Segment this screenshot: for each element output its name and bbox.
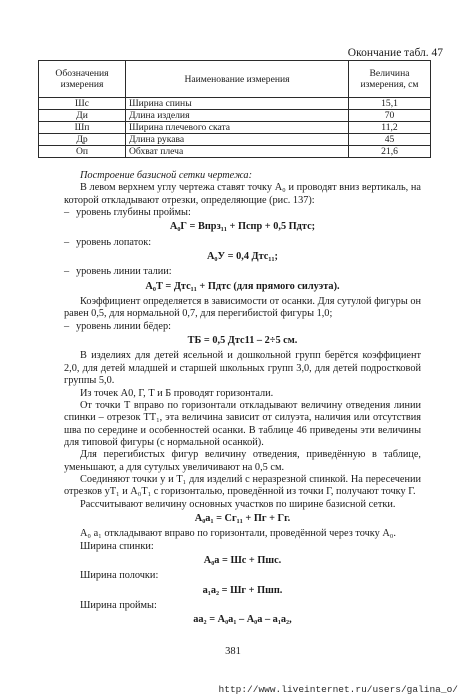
cell-designation: Оп — [39, 146, 126, 158]
cell-name: Длина изделия — [126, 110, 349, 122]
list-item: – уровень лопаток: — [64, 237, 421, 249]
formula: ТБ = 0,5 Дтс11 – 2÷5 см. — [187, 335, 298, 347]
table-row — [39, 134, 431, 146]
formula: А₀а = Шс + Пшс. — [203, 554, 282, 566]
formula: а₁а₂ = Шг + Пшп. — [202, 584, 283, 596]
formula: аа₂ = А₀а₁ – А₀а – а₁а₂, — [193, 614, 292, 626]
table-row — [39, 98, 431, 110]
header-value: Величина измерения, см — [349, 61, 431, 98]
table-caption: Окончание табл. 47 — [347, 47, 443, 59]
cell-name: Обхват плеча — [126, 146, 349, 158]
formula-label: Ширина спинки: — [80, 540, 154, 552]
cell-value: 45 — [349, 134, 431, 146]
paragraph: Рассчитывают величину основных участков по ширине базисной сетки. — [80, 498, 396, 510]
cell-name: Ширина спины — [126, 98, 349, 110]
formula: А₀У = 0,4 Дтс₁₁; — [207, 251, 278, 263]
list-item: – уровень линии бёдер: — [64, 321, 421, 333]
table-row — [39, 110, 431, 122]
paragraph: В изделиях для детей ясельной и дошкольной групп берётся коэффициент 2,0, для детей младшей и старшей школьных групп 3,0, для детей подростковой группы 5,0. — [64, 350, 421, 387]
formula: А₀Г = Впрз₁₁ + Пспр + 0,5 Пдтс; — [169, 221, 316, 233]
formula-label: Ширина проймы: — [80, 600, 157, 611]
paragraph: Из точек А0, Г, Т и Б проводят горизонтали. — [80, 387, 274, 399]
cell-designation: Шп — [39, 122, 126, 134]
header-designation: Обозначения измерения — [39, 61, 126, 98]
cell-name: Ширина плечевого ската — [126, 122, 349, 134]
cell-designation: Ди — [39, 110, 126, 122]
paragraph: А₀ а₁ откладывают вправо по горизонтали, проведённой через точку А₀. — [80, 528, 396, 540]
list-item: – уровень линии талии: — [64, 266, 421, 278]
table-row — [39, 122, 431, 134]
watermark-url: http://www.liveinternet.ru/users/galina_o/ — [218, 684, 458, 695]
cell-value: 15,1 — [349, 98, 431, 110]
header-name: Наименование измерения — [126, 61, 349, 98]
paragraph: В левом верхнем углу чертежа ставят точку А₀ и проводят вниз вертикаль, на которой откладывают отрезки, определяющие (рис. 137): — [64, 182, 421, 206]
cell-value: 21,6 — [349, 146, 431, 158]
table-body — [39, 98, 431, 158]
cell-name: Длина рукава — [126, 134, 349, 146]
page-number: 381 — [225, 646, 241, 657]
formula: А₀Т = Дтс₁₁ + Пдтс (для прямого силуэта). — [145, 280, 340, 292]
list-item: – уровень глубины проймы: — [64, 207, 421, 219]
paragraph: Соединяют точки у и Т₁ для изделий с неразрезной спинкой. На пересечении отрезков уТ₁ и А₀Т₁ с горизонталью, проведённой из точки Г, получают точку Г. — [64, 473, 421, 498]
formula: А₀а₁ = Сг₁₁ + Пг + Гг. — [194, 512, 291, 524]
cell-value: 70 — [349, 110, 431, 122]
section-heading: Построение базисной сетки чертежа: — [80, 170, 253, 181]
table-row — [39, 146, 431, 158]
cell-value: 11,2 — [349, 122, 431, 134]
formula-label: Ширина полочки: — [80, 570, 159, 582]
table-header-row — [39, 61, 431, 98]
measurements-table — [38, 60, 431, 158]
paragraph: Для перегибистых фигур величину отведения, приведённую в таблице, уменьшают, а для сутулых увеличивают на 0,5 см. — [64, 449, 421, 473]
body-text — [64, 170, 421, 630]
paragraph: От точки Т вправо по горизонтали откладывают величину отведения линии спинки – отрезок ТТ₁, эта величина зависит от силуэта, наличия или отсутствия шва по середине и особенностей осанки. В таблице 46 приведены эти величины для типовой фигуры (с нормальной осанкой). — [64, 399, 421, 448]
cell-designation: Шс — [39, 98, 126, 110]
paragraph: Коэффициент определяется в зависимости от осанки. Для сутулой фигуры он равен 0,5, для нормальной 0,7, для перегибистой фигуры 1,0; — [64, 296, 421, 320]
cell-designation: Др — [39, 134, 126, 146]
